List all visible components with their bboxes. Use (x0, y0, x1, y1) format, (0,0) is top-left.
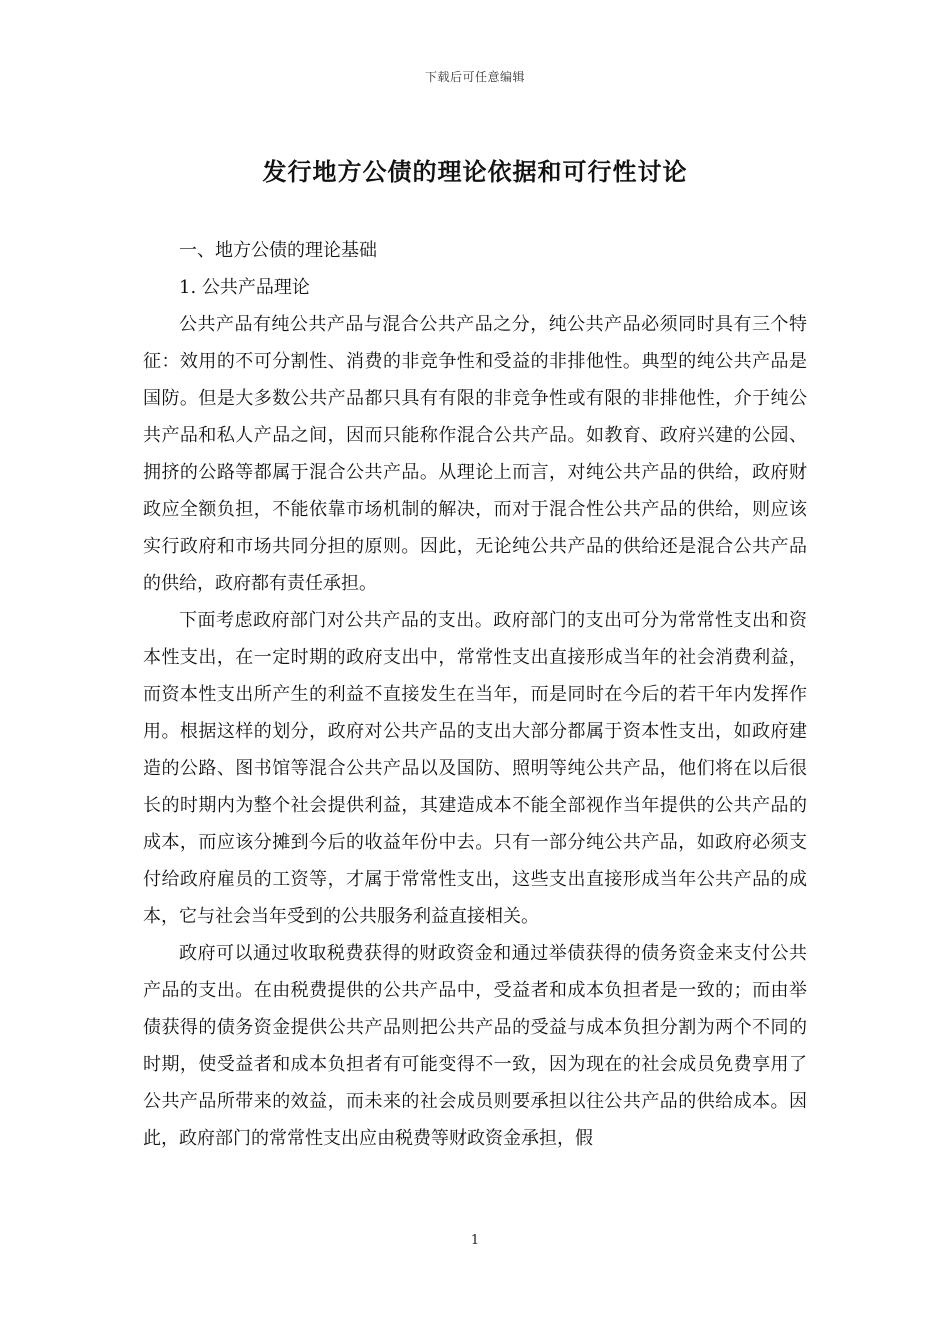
section-heading: 一、地方公债的理论基础 (179, 240, 377, 261)
body-paragraph: 下面考虑政府部门对公共产品的支出。政府部门的支出可分为常常性支出和资本性支出，在一定时期的政府支出中，常常性支出直接形成当年的社会消费利益，而资本性支出所产生的利益不直接发生在当年，而是同时在今后的若干年内发挥作用。根据这样的划分，政府对公共产品的支出大部分都属于资本性支出，如政府建造的公路、图书馆等混合公共产品以及国防、照明等纯公共产品，他们将在以后很长的时期内为整个社会提供利益，其建造成本不能全部视作当年提供的公共产品的成本，而应该分摊到今后的收益年份中去。只有一部分纯公共产品，如政府必须支付给政府雇员的工资等，才属于常常性支出，这些支出直接形成当年公共产品的成本，它与社会当年受到的公共服务利益直接相关。 (143, 610, 807, 927)
document-body (143, 232, 807, 1157)
subsection-heading: 1. 公共产品理论 (179, 277, 310, 298)
page-header-note: 下载后可任意编辑 (424, 70, 525, 84)
body-paragraph: 政府可以通过收取税费获得的财政资金和通过举债获得的债务资金来支付公共产品的支出。在由税费提供的公共产品中，受益者和成本负担者是一致的；而由举债获得的债务资金提供公共产品则把公共产品的受益与成本负担分割为两个不同的时期，使受益者和成本负担者有可能变得不一致，因为现在的社会成员免费享用了公共产品所带来的效益，而未来的社会成员则要承担以往公共产品的供给成本。因此，政府部门的常常性支出应由税费等财政资金承担，假 (143, 943, 807, 1149)
document-title: 发行地方公债的理论依据和可行性讨论 (262, 157, 688, 186)
body-paragraph: 公共产品有纯公共产品与混合公共产品之分，纯公共产品必须同时具有三个特征：效用的不可分割性、消费的非竞争性和受益的非排他性。典型的纯公共产品是国防。但是大多数公共产品都只具有有限的非竞争性或有限的非排他性，介于纯公共产品和私人产品之间，因而只能称作混合公共产品。如教育、政府兴建的公园、拥挤的公路等都属于混合公共产品。从理论上而言，对纯公共产品的供给，政府财政应全额负担，不能依靠市场机制的解决，而对于混合性公共产品的供给，则应该实行政府和市场共同分担的原则。因此，无论纯公共产品的供给还是混合公共产品的供给，政府都有责任承担。 (143, 314, 807, 594)
page-number: 1 (470, 1233, 480, 1248)
